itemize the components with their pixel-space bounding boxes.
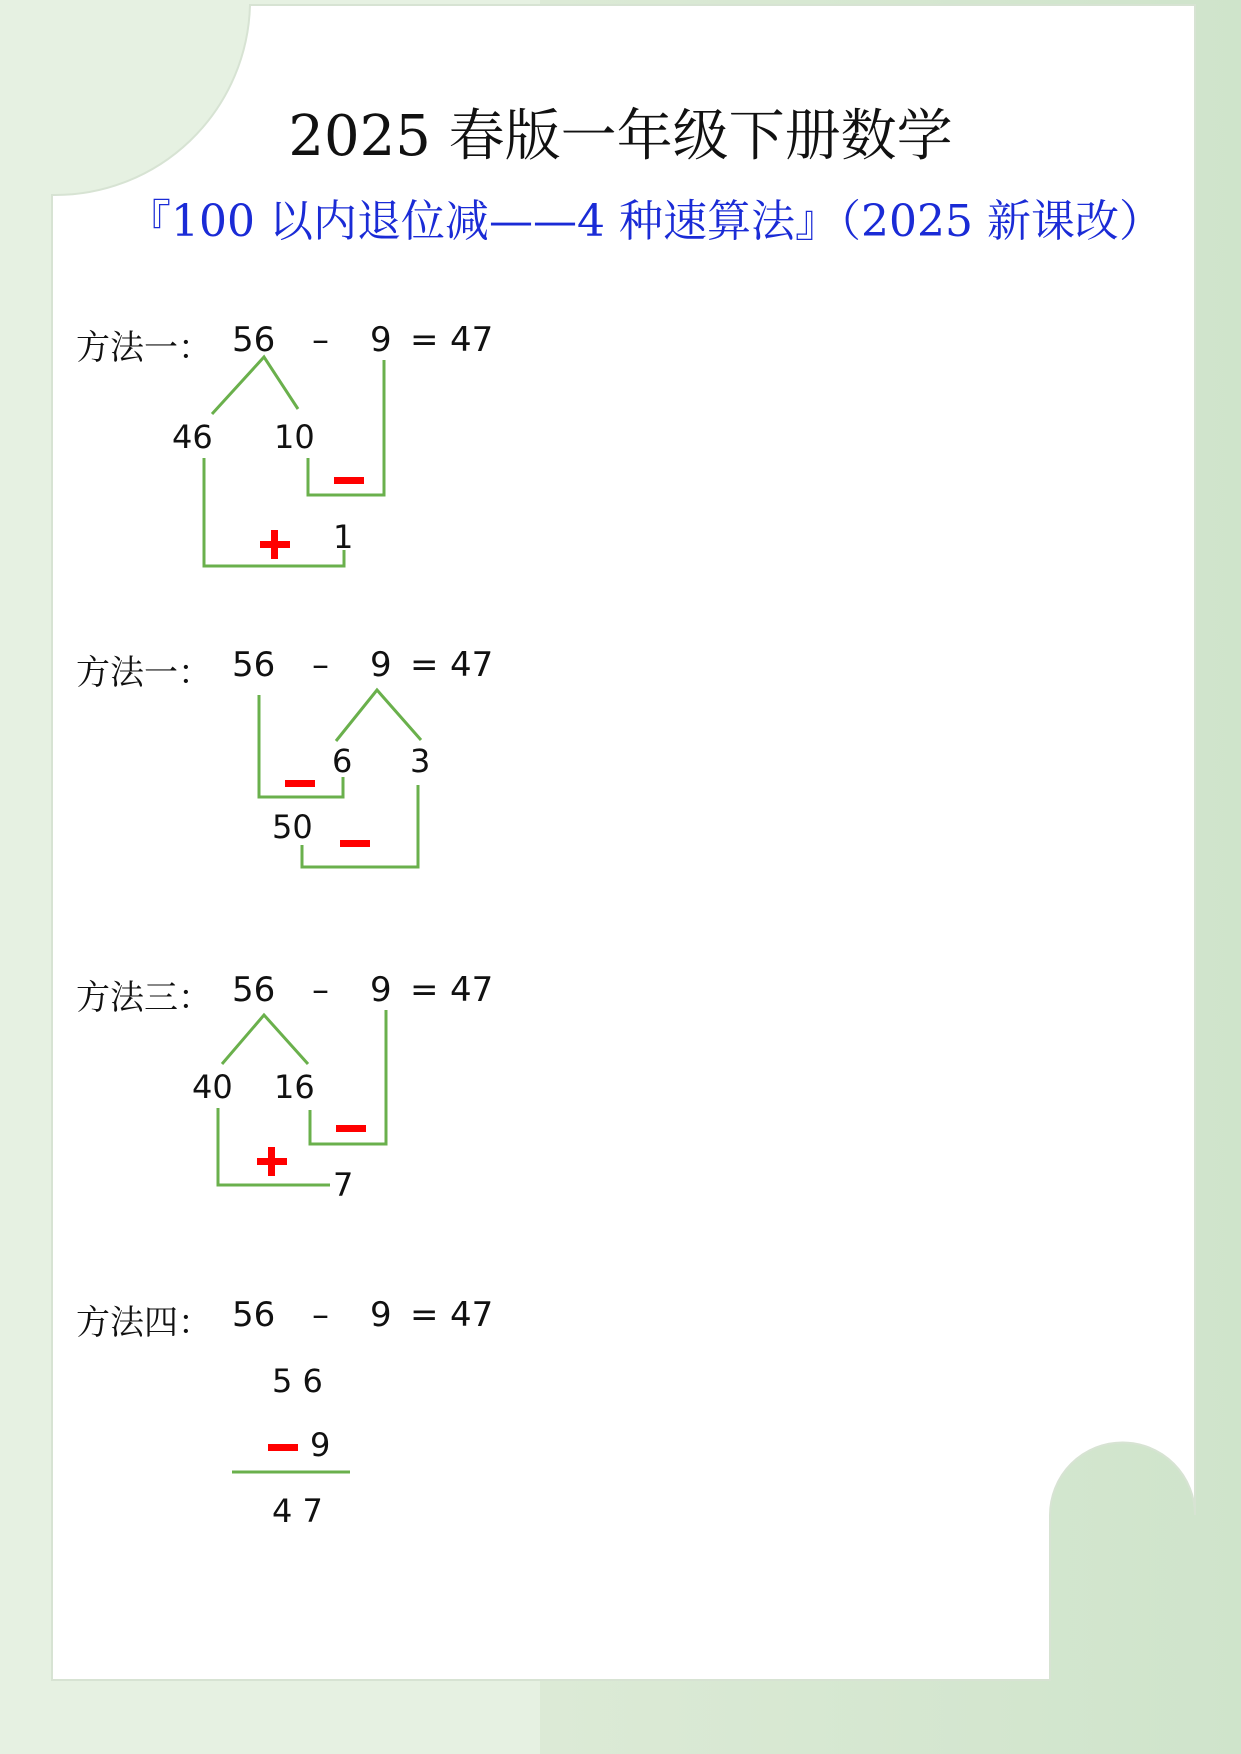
minus-icon bbox=[336, 1125, 366, 1132]
vertical-minuend: 5 6 bbox=[272, 1362, 323, 1400]
page-title: 2025 春版一年级下册数学 bbox=[288, 104, 953, 169]
bracket-line bbox=[308, 360, 384, 495]
split-part: 10 bbox=[274, 418, 315, 456]
plus-icon bbox=[268, 1147, 275, 1176]
result: 47 bbox=[450, 970, 494, 1010]
result: 47 bbox=[450, 645, 494, 685]
equals-sign: = bbox=[410, 970, 439, 1010]
minuend: 56 bbox=[232, 1295, 276, 1335]
result: 47 bbox=[450, 1295, 494, 1335]
minus-icon bbox=[334, 477, 364, 484]
subtrahend: 9 bbox=[370, 645, 392, 685]
minus-icon bbox=[285, 780, 315, 787]
equals-sign: = bbox=[410, 645, 439, 685]
split-part: 40 bbox=[192, 1068, 233, 1106]
vertical-result: 4 7 bbox=[272, 1492, 323, 1530]
minus-icon bbox=[268, 1444, 298, 1451]
plus-icon bbox=[271, 530, 278, 559]
subtrahend: 9 bbox=[370, 1295, 392, 1335]
subtrahend: 9 bbox=[370, 320, 392, 360]
minuend: 56 bbox=[232, 970, 276, 1010]
intermediate-result: 7 bbox=[333, 1166, 354, 1204]
subtrahend: 9 bbox=[370, 970, 392, 1010]
method-label: 方法三： bbox=[76, 978, 212, 1018]
method-label: 方法四： bbox=[76, 1303, 212, 1343]
method-label: 方法一： bbox=[76, 328, 212, 368]
minus-sign: – bbox=[312, 320, 329, 360]
split-part: 46 bbox=[172, 418, 213, 456]
minus-sign: – bbox=[312, 645, 329, 685]
minuend: 56 bbox=[232, 320, 276, 360]
intermediate-result: 50 bbox=[272, 808, 313, 846]
equals-sign: = bbox=[410, 1295, 439, 1335]
split-line bbox=[336, 690, 421, 741]
split-line bbox=[222, 1015, 308, 1064]
split-part: 6 bbox=[332, 742, 353, 780]
split-line bbox=[212, 357, 298, 414]
bracket-line bbox=[310, 1010, 386, 1144]
method-label: 方法一： bbox=[76, 653, 212, 693]
minus-sign: – bbox=[312, 970, 329, 1010]
minuend: 56 bbox=[232, 645, 276, 685]
minus-icon bbox=[340, 840, 370, 847]
intermediate-result: 1 bbox=[333, 518, 354, 556]
split-part: 3 bbox=[410, 742, 431, 780]
vertical-subtrahend: 9 bbox=[310, 1426, 331, 1464]
split-part: 16 bbox=[274, 1068, 315, 1106]
page-subtitle: 『100 以内退位减——4 种速算法』（2025 新课改） bbox=[127, 196, 1163, 247]
result: 47 bbox=[450, 320, 494, 360]
equals-sign: = bbox=[410, 320, 439, 360]
minus-sign: – bbox=[312, 1295, 329, 1335]
